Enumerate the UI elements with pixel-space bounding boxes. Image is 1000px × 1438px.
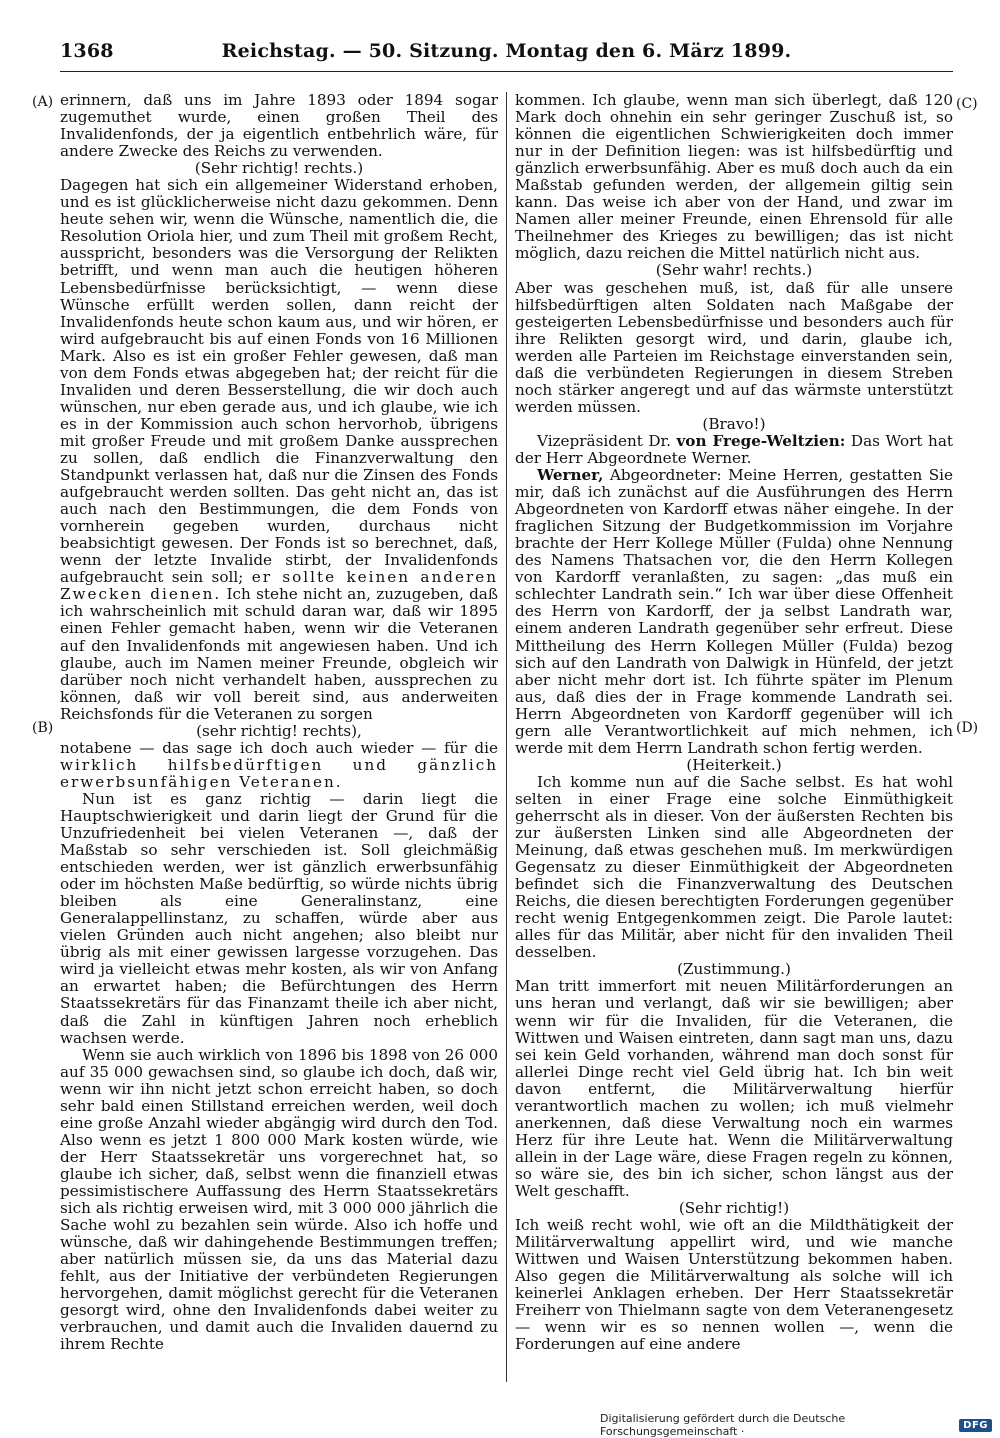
paragraph: Ich weiß recht wohl, wie oft an die Mildthätigkeit der Militärverwaltung appellirt wird, und wie manche Wittwen und Waisen Unterstützung bekommen haben. Also gegen die Militärverwaltung als solche will ich keinerlei Anklagen erheben. Der Herr Staatssekretär Freiherr von Thielmann sagte von dem Veteranengesetz — wenn wir es so nennen wollen —, wenn die Forderungen auf eine andere xyxy=(515,1216,953,1354)
margin-mark-c: (C) xyxy=(956,96,978,112)
paragraph-text: Dagegen hat sich ein allgemeiner Widerstand erhoben, und es ist glücklicherweise nicht dazu gekommen. Denn heute sehen wir, wenn die Wünsche, namentlich die, die Resolution Oriola hier, und zum Theil mit großem Recht, ausspricht, besonders was die Versorgung der Relikten betrifft, und wenn man auch die heutigen höheren Lebensbedürfnisse berücksichtigt, — wenn diese Wünsche erfüllt werden sollen, dann reicht der Invalidenfonds heute schon kaum aus, und wir hören, er wird aufgebraucht bis auf einen Fonds von 16 Millionen Mark. Also es ist ein großer Fehler gewesen, daß man von dem Fonds etwas abgegeben hat; der reicht für die Invaliden und deren Besserstellung, die wir doch auch wünschen, nur eben gerade aus, und ich glaube, wie ich es in der Kommission auch schon hervorhob, übrigens mit großer Freude und mit großem Danke aussprechen zu sollen, daß endlich die Finanzverwaltung den Standpunkt verlassen hat, daß nur die Zinsen des Fonds aufgebraucht werden sollten. Das geht nicht an, das ist auch nach den Bestimmungen, die dem Fonds von vornherein gegeben wurden, durchaus nicht beabsichtigt gewesen. Der Fonds ist so berechnet, daß, wenn der letzte Invalide stirbt, der Invalidenfonds aufgebraucht sein soll; xyxy=(60,176,498,587)
paragraph: Ich komme nun auf die Sache selbst. Es hat wohl selten in einer Frage eine solche Einmüthigkeit geherrscht als in dieser. Von der äußersten Rechten bis zur äußersten Linken sind alle Abgeordneten der Meinung, daß etwas geschehen muß. Im merkwürdigen Gegensatz zu dieser Einmüthigkeit der Abgeordneten befindet sich die Finanzverwaltung des Deutschen Reichs, die diesen berechtigten Forderungen gegenüber recht wenig Entgegenkommen zeigt. Die Parole lautet: alles für das Militär, aber nicht für den invaliden Theil desselben. xyxy=(515,772,953,962)
speaker-name: von Frege-Weltzien: xyxy=(676,431,846,450)
paragraph: Aber was geschehen muß, ist, daß für alle unsere hilfsbedürftigen alten Soldaten nach Maßgabe der gesteigerten Lebensbedürfnisse und besonders auch für ihre Relikten gesorgt wird, und darin, glaube ich, werden alle Parteien im Reichstage einverstanden sein, daß die verbündeten Regierungen in diesem Streben noch stärker angeregt und auf das wärmste unterstützt werden müssen. xyxy=(515,278,953,416)
paragraph: kommen. Ich glaube, wenn man sich überlegt, daß 120 Mark doch ohnehin ein sehr geringer Zuschuß ist, so können die eigentlichen Schwierigkeiten doch immer nur in der Definition liegen: was ist hilfsbedürftig und gänzlich erwerbsunfähig. Aber es muß doch auch da ein Maßstab gefunden werden, der allgemein giltig sein kann. Das weise ich aber von der Hand, und zwar im Namen aller meiner Freunde, einen Ehrensold für alle Theilnehmer des Krieges zu bewilligen; das ist nicht möglich, dazu reichen die Mittel natürlich nicht aus. xyxy=(515,91,953,263)
dfg-logo: DFG xyxy=(959,1419,992,1432)
margin-mark-d: (D) xyxy=(956,720,979,736)
paragraph xyxy=(60,177,498,723)
speaker-paragraph xyxy=(515,433,953,467)
interjection: (Heiterkeit.) xyxy=(686,755,782,774)
right-column xyxy=(515,92,953,1353)
digitization-footer xyxy=(600,1412,992,1438)
interjection: (Sehr wahr! rechts.) xyxy=(655,261,813,280)
paragraph-text: Ich stehe nicht an, zuzugeben, daß ich wahrscheinlich mit schuld daran war, daß wir 1895 einen Fehler gemacht haben, wenn wir die Veteranen auf den Invalidenfonds mit angewiesen haben. Und ich glaube, auch im Namen meiner Freunde, obgleich wir darüber noch nicht verhandelt haben, aussprechen zu können, daß wir voll bereit sind, aus anderweiten Reichsfonds für die Veteranen zu sorgen xyxy=(60,585,499,723)
column-divider xyxy=(506,92,507,1382)
paragraph-text: Abgeordneter: Meine Herren, gestatten Sie mir, daß ich zunächst auf die Ausführungen des Herrn Abgeordneten von Kardorff etwas näher eingehe. In der fraglichen Sitzung der Budgetkommission im Vorjahre brachte der Herr Kollege Müller (Fulda) ohne Nennung des Namens Thatsachen vor, die den Herrn Kollegen von Kardorff veranlaßten, zu sagen: „das muß ein schlechter Landrath sein.“ Ich war über diese Offenheit des Herrn von Kardorff, der ja selbst Landrath war, einem anderen Landrath gegenüber sehr erfreut. Diese Mittheilung des Herrn Kollegen Müller (Fulda) bezog sich auf den Landrath von Dalwigk in Hünfeld, der jetzt aber nicht mehr dort ist. Ich führte später im Plenum aus, daß dies der in Frage kommende Landrath sei. Herrn Abgeordneten von Kardorff gegenüber will ich gern alle Verantwortlichkeit auf mich nehmen, ich werde mit dem Herrn Landrath schon fertig werden. xyxy=(515,466,954,757)
page-title: Reichstag. — 50. Sitzung. Montag den 6. März 1899. xyxy=(221,40,792,62)
paragraph: Nun ist es ganz richtig — darin liegt die Hauptschwierigkeit und darin liegt der Grund für die Unzufriedenheit bei vielen Veteranen —, daß der Maßstab so sehr verschieden ist. Soll gleichmäßig entschieden werden, wer ist gänzlich erwerbsunfähig oder im höchsten Maße bedürftig, so würde nichts übrig bleiben als eine Generalinstanz, eine Generalappellinstanz, zu schaffen, würde aber aus vielen Gründen auch nicht angehen; also bleibt nur übrig als mit einer gewissen largesse vorzugehen. Das wird ja vielleicht etwas mehr kosten, als wir von Anfang an erwartet haben; die Befürchtungen des Herrn Staatssekretärs für das Finanzamt theile ich aber nicht, daß die Zahl in künftigen Jahren noch erheblich wachsen werde. xyxy=(60,789,498,1047)
paragraph xyxy=(60,740,498,791)
speaker-name: Werner, xyxy=(537,466,604,485)
page-header xyxy=(60,40,953,70)
footer-text: Digitalisierung gefördert durch die Deutsche Forschungsgemeinschaft · xyxy=(600,1412,846,1438)
interjection: (sehr richtig! rechts), xyxy=(196,721,362,740)
speaker-paragraph xyxy=(515,467,953,757)
paragraph: Man tritt immerfort mit neuen Militärforderungen an uns heran und verlangt, daß wir sie bewilligen; aber wenn wir für die Invaliden, für die Veteranen, die Wittwen und Waisen eintreten, dann sagt man uns, dazu sei kein Geld vorhanden, während man doch sonst für allerlei Dinge recht viel Geld übrig hat. Ich bin weit davon entfernt, die Militärverwaltung hierfür verantwortlich machen zu wollen; ich muß vielmehr anerkennen, daß diese Verwaltung noch ein warmes Herz für ihre Leute hat. Wenn die Militärverwaltung allein in der Lage wäre, diese Fragen regeln zu können, so wäre sie, des bin ich sicher, schon längst aus der Welt geschafft. xyxy=(515,977,953,1200)
spaced-text: er sollte keinen anderen Zwecken dienen. xyxy=(60,568,498,604)
page-number: 1368 xyxy=(60,40,114,62)
left-column xyxy=(60,92,498,1353)
paragraph: Wenn sie auch wirklich von 1896 bis 1898 von 26 000 auf 35 000 gewachsen sind, so glaube ich doch, daß wir, wenn wir ihn nicht jetzt schon erreicht haben, so doch sehr bald einen Stillstand erreichen werden, weil doch eine große Anzahl wieder abgängig wird durch den Tod. Also wenn es jetzt 1 800 000 Mark kosten würde, wie der Herr Staatssekretär uns vorgerechnet hat, so glaube ich sicher, daß, selbst wenn die finanziell etwas pessimistischere Auffassung des Herrn Staatssekretärs sich als richtig erweisen wird, mit 3 000 000 jährlich die Sache wohl zu bezahlen sein würde. Also ich hoffe und wünsche, daß wir dahingehende Bestimmungen treffen; aber natürlich müssen sie, da uns das Material dazu fehlt, aus der Initiative der verbündeten Regierungen hervorgehen, damit möglichst gerecht für die Veteranen gesorgt wird, ohne den Invalidenfonds dabei weiter zu verbrauchen, und damit auch die Invaliden dauernd zu ihrem Rechte xyxy=(60,1045,498,1354)
speaker-title: Vizepräsident Dr. xyxy=(537,431,671,450)
paragraph-text: notabene — das sage ich doch auch wieder — für die xyxy=(60,738,498,757)
paragraph: erinnern, daß uns im Jahre 1893 oder 1894 sogar zugemuthet wurde, einen großen Theil des Invalidenfonds, der ja eigentlich entbehrlich wäre, für andere Zwecke des Reichs zu verwenden. xyxy=(60,91,498,161)
interjection: (Bravo!) xyxy=(702,414,766,433)
header-rule xyxy=(60,71,953,72)
spaced-text: wirklich hilfsbedürftigen und gänzlich erwerbsunfähigen Veteranen. xyxy=(60,755,498,791)
margin-mark-b: (B) xyxy=(32,720,54,736)
interjection: (Zustimmung.) xyxy=(677,960,791,979)
document-page xyxy=(60,40,953,1360)
paragraph-text: Das Wort hat der Herr Abgeordnete Werner. xyxy=(515,431,953,467)
margin-mark-a: (A) xyxy=(32,94,54,110)
interjection: (Sehr richtig!) xyxy=(678,1199,790,1218)
interjection: (Sehr richtig! rechts.) xyxy=(194,159,364,178)
